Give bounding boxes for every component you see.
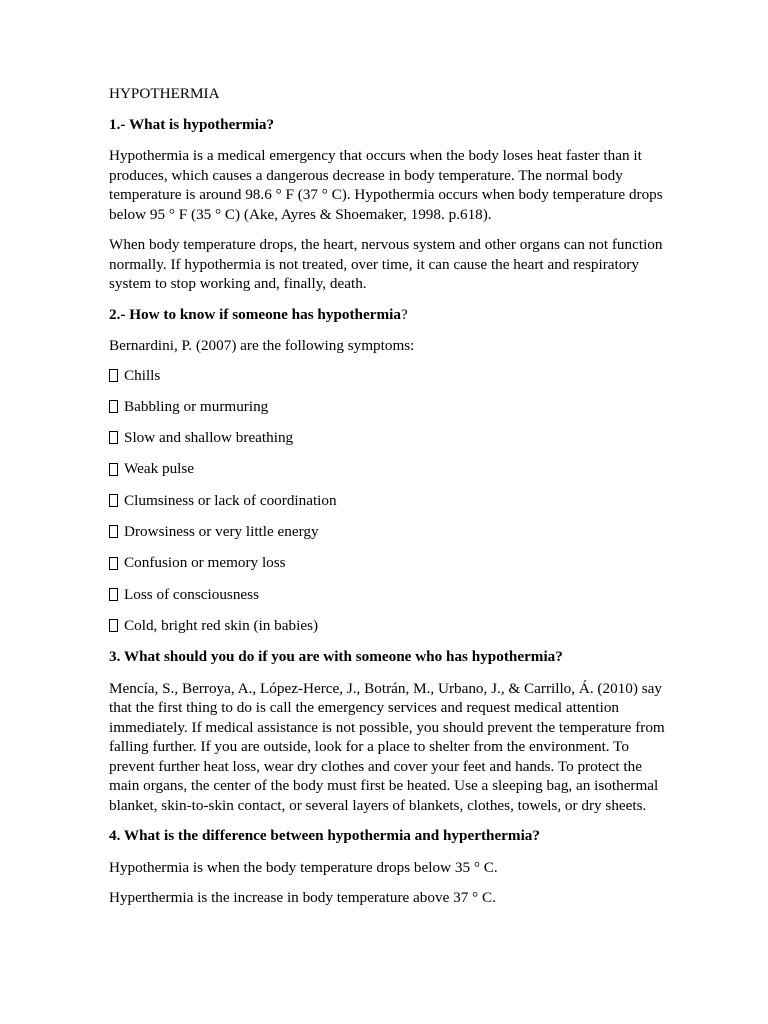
missing-glyph-bullet-icon <box>109 463 118 476</box>
symptom-text: Chills <box>124 366 161 384</box>
section-1-heading: 1.- What is hypothermia? <box>109 115 275 133</box>
document-title: HYPOTHERMIA <box>109 85 220 102</box>
section-2-heading-tail: ? <box>400 305 408 323</box>
symptom-text: Babbling or murmuring <box>124 397 269 415</box>
missing-glyph-bullet-icon <box>109 525 118 538</box>
symptom-text: Clumsiness or lack of coordination <box>124 491 337 509</box>
section-3-paragraph-1: Mencía, S., Berroya, A., López-Herce, J., Botrán, M., Urbano, J., & Carrillo, Á. (2010) say that the first thing to do is call the emergency services and request medical attention immediately. If medical assistance is not possible, you should prevent the temperature from falling further. If you are outside, look for a place to shelter from the environment. To prevent further heat loss, wear dry clothes and cover your feet and hands. To protect the main organs, the center of the body must first be heated. Use a sleeping bag, an isothermal blanket, skin-to-skin contact, or several layers of blankets, clothes, towels, or dry sheets. <box>109 679 665 814</box>
section-2-heading <box>109 305 669 325</box>
symptom-text: Cold, bright red skin (in babies) <box>124 616 319 634</box>
section-4-heading: 4. What is the difference between hypothermia and hyperthermia? <box>109 827 540 845</box>
list-item <box>109 491 669 511</box>
missing-glyph-bullet-icon <box>109 400 118 413</box>
section-1-paragraph-1: Hypothermia is a medical emergency that occurs when the body loses heat faster than it produces, which causes a dangerous decrease in body temperature. The normal body temperature is around 98.6 ° F (37 ° C). Hypothermia occurs when body temperature drops below 95 ° F (35 ° C) (Ake, Ayres & Shoemaker, 1998. p.618). <box>109 147 663 223</box>
list-item <box>109 522 669 542</box>
list-item <box>109 428 669 448</box>
symptom-text: Weak pulse <box>124 460 195 478</box>
symptom-text: Loss of consciousness <box>124 585 259 603</box>
section-4-paragraph-2: Hyperthermia is the increase in body temperature above 37 ° C. <box>109 889 496 907</box>
missing-glyph-bullet-icon <box>109 494 118 507</box>
list-item <box>109 616 669 636</box>
missing-glyph-bullet-icon <box>109 619 118 632</box>
list-item <box>109 397 669 417</box>
symptom-text: Slow and shallow breathing <box>124 429 294 447</box>
list-item <box>109 366 669 386</box>
section-1-paragraph-2: When body temperature drops, the heart, nervous system and other organs can not function normally. If hypothermia is not treated, over time, it can cause the heart and respiratory system to stop working and, finally, death. <box>109 236 663 292</box>
list-item <box>109 459 669 479</box>
list-item <box>109 553 669 573</box>
symptoms-list <box>109 366 669 636</box>
missing-glyph-bullet-icon <box>109 588 118 601</box>
symptom-text: Confusion or memory loss <box>124 554 286 572</box>
document-body <box>109 84 669 919</box>
symptoms-intro: Bernardini, P. (2007) are the following symptoms: <box>109 337 415 354</box>
missing-glyph-bullet-icon <box>109 557 118 570</box>
missing-glyph-bullet-icon <box>109 369 118 382</box>
symptom-text: Drowsiness or very little energy <box>124 522 319 540</box>
missing-glyph-bullet-icon <box>109 431 118 444</box>
list-item <box>109 585 669 605</box>
section-3-heading: 3. What should you do if you are with someone who has hypothermia? <box>109 648 563 666</box>
section-4-paragraph-1: Hypothermia is when the body temperature drops below 35 ° C. <box>109 858 498 876</box>
section-2-heading-text: 2.- How to know if someone has hypothermia <box>109 305 401 323</box>
